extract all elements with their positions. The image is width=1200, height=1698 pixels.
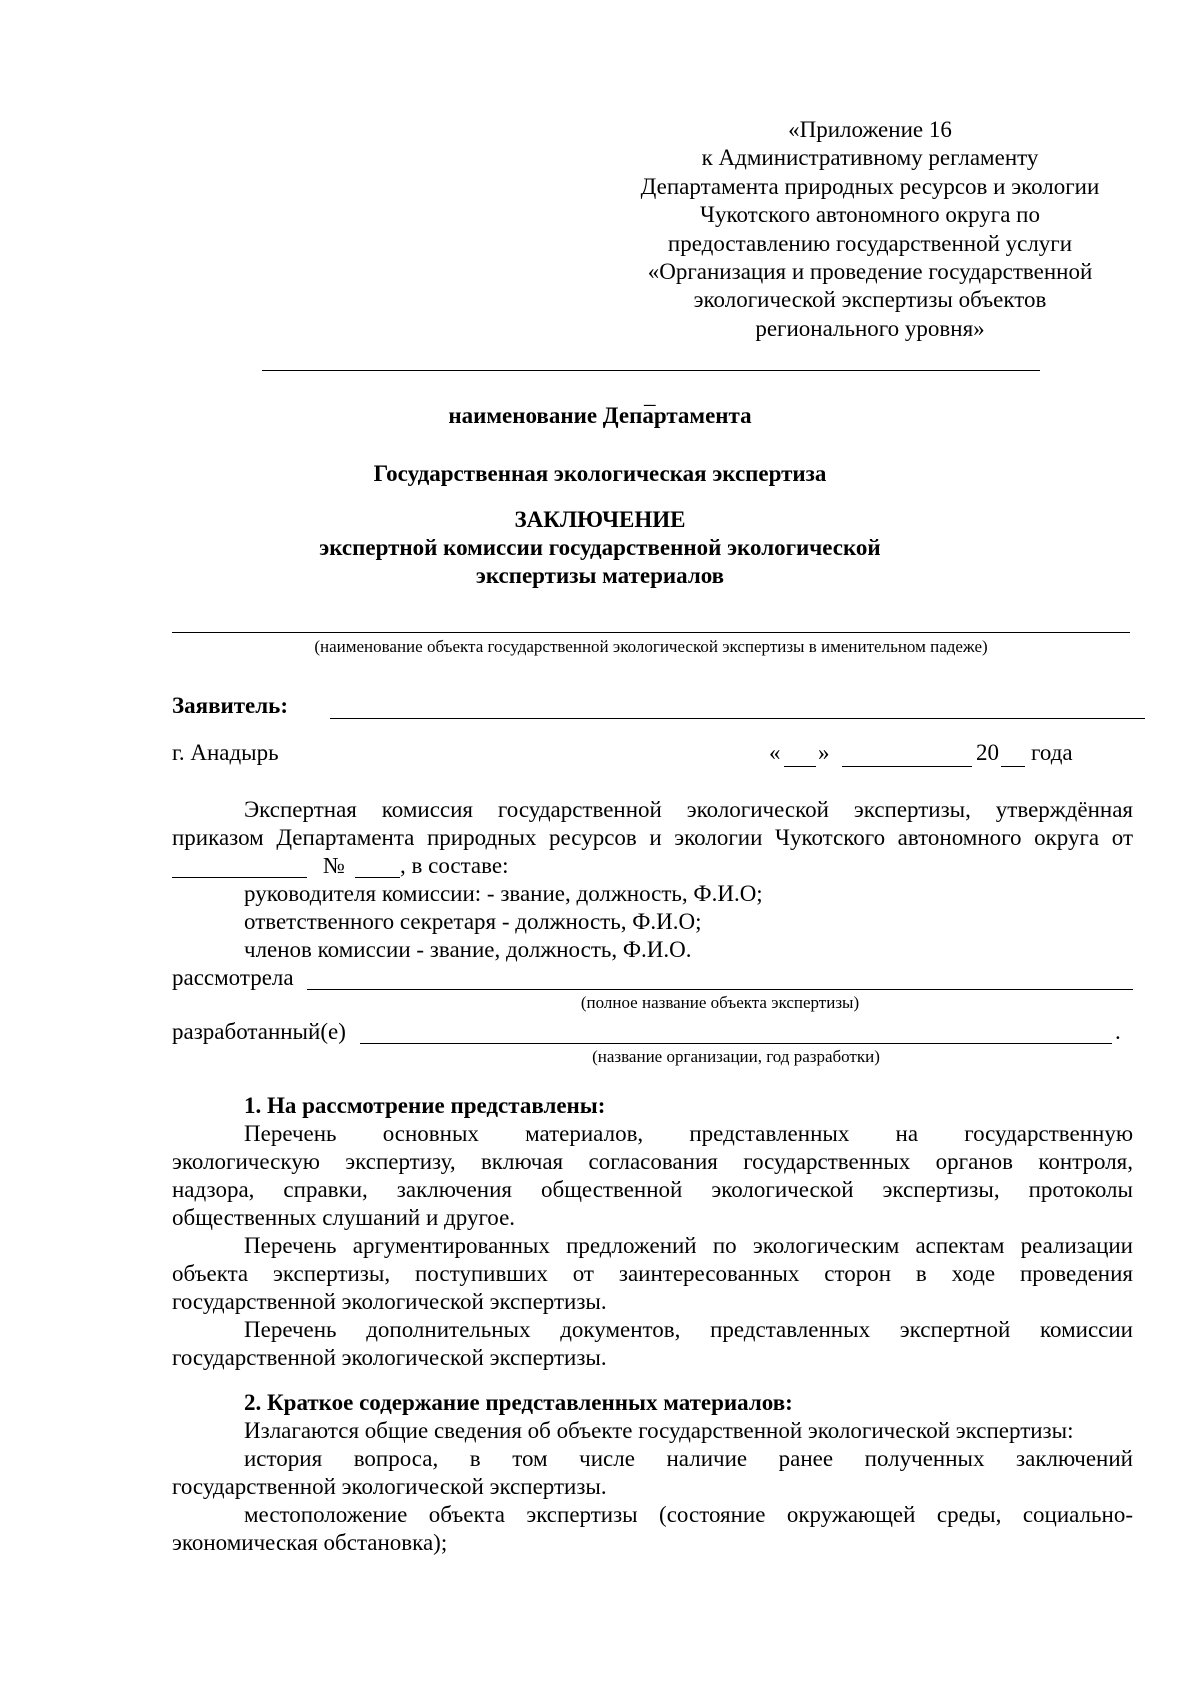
section1-text: Перечень основных материалов, представленных на государственную <box>244 1121 1133 1146</box>
composition-text: , в составе: <box>400 853 509 878</box>
date-close-quote: » <box>818 740 830 765</box>
commission-members: членов комиссии - звание, должность, Ф.И.О. <box>244 937 692 962</box>
developed-label: разработанный(е) <box>172 1019 346 1044</box>
section2-text: Излагаются общие сведения об объекте государственной экологической экспертизы: <box>244 1418 1074 1443</box>
conclusion-subtitle: экспертизы материалов <box>475 563 725 588</box>
section1-text: экологическую экспертизу, включая согласования государственных органов контроля, <box>172 1149 1133 1174</box>
reviewed-caption: (полное название объекта экспертизы) <box>580 993 860 1012</box>
section1-text: надзора, справки, заключения общественной экологической экспертизы, протоколы <box>172 1177 1133 1202</box>
department-name-label: наименование Департамента <box>448 403 752 428</box>
section1-text: государственной экологической экспертизы. <box>172 1345 607 1370</box>
date-year-prefix: 20 <box>976 740 999 765</box>
object-name-caption: (наименование объекта государственной экологической экспертизы в именительном падеже) <box>314 637 988 656</box>
appendix-line: Чукотского автономного округа по <box>700 202 1040 228</box>
section1-text: Перечень аргументированных предложений по экологическим аспектам реализации <box>244 1233 1133 1258</box>
department-name-underline <box>262 370 1040 371</box>
city-label: г. Анадырь <box>172 740 279 765</box>
section1-text: Перечень дополнительных документов, представленных экспертной комиссии <box>244 1317 1133 1342</box>
intro-line: приказом Департамента природных ресурсов и экологии Чукотского автономного округа от <box>172 825 1133 850</box>
date-month-blank <box>842 766 972 767</box>
object-name-underline <box>172 632 1130 633</box>
date-year-word: года <box>1031 740 1073 765</box>
appendix-line: экологической экспертизы объектов <box>693 287 1047 313</box>
appendix-line: предоставлению государственной услуги <box>667 230 1073 256</box>
section2-text: государственной экологической экспертизы. <box>172 1474 607 1499</box>
appendix-line: «Приложение 16 <box>788 117 952 142</box>
section1-text: государственной экологической экспертизы. <box>172 1289 607 1314</box>
appendix-line: к Административному регламенту <box>701 145 1039 171</box>
order-date-blank <box>172 877 307 878</box>
appendix-line: Департамента природных ресурсов и экологии <box>640 173 1100 199</box>
appendix-line: регионального уровня» <box>755 315 985 341</box>
applicant-underline <box>330 718 1145 719</box>
reviewed-underline <box>307 989 1133 990</box>
developed-caption: (название организации, год разработки) <box>592 1047 880 1066</box>
conclusion-subtitle: экспертной комиссии государственной экологической <box>319 535 881 560</box>
order-number-blank <box>355 877 400 878</box>
number-sign: № <box>323 853 345 878</box>
section2-text: экономическая обстановка); <box>172 1530 448 1555</box>
intro-line: Экспертная комиссия государственной экологической экспертизы, утверждённая <box>244 797 1133 822</box>
section2-text: местоположение объекта экспертизы (состояние окружающей среды, социально- <box>244 1502 1133 1527</box>
section2-text: история вопроса, в том числе наличие ранее полученных заключений <box>244 1446 1133 1471</box>
date-year-blank <box>1001 766 1025 767</box>
appendix-line: «Организация и проведение государственной <box>647 259 1093 285</box>
applicant-label: Заявитель: <box>172 693 288 718</box>
commission-secretary: ответственного секретаря - должность, Ф.И.О; <box>244 909 702 934</box>
date-day-blank <box>784 766 816 767</box>
appendix-block <box>600 116 1140 343</box>
commission-head: руководителя комиссии: - звание, должность, Ф.И.О; <box>244 881 763 906</box>
department-dash: _ <box>644 383 656 408</box>
conclusion-title: ЗАКЛЮЧЕНИЕ <box>514 507 686 532</box>
section1-text: общественных слушаний и другое. <box>172 1205 516 1230</box>
developed-underline <box>360 1043 1112 1044</box>
reviewed-label: рассмотрела <box>172 965 294 990</box>
developed-period: . <box>1115 1019 1121 1044</box>
section1-title: 1. На рассмотрение представлены: <box>244 1093 606 1118</box>
section1-text: объекта экспертизы, поступивших от заинтересованных сторон в ходе проведения <box>172 1261 1133 1286</box>
expertise-title: Государственная экологическая экспертиза <box>373 461 827 486</box>
date-open-quote: « <box>769 740 781 765</box>
section2-title: 2. Краткое содержание представленных материалов: <box>244 1390 793 1415</box>
